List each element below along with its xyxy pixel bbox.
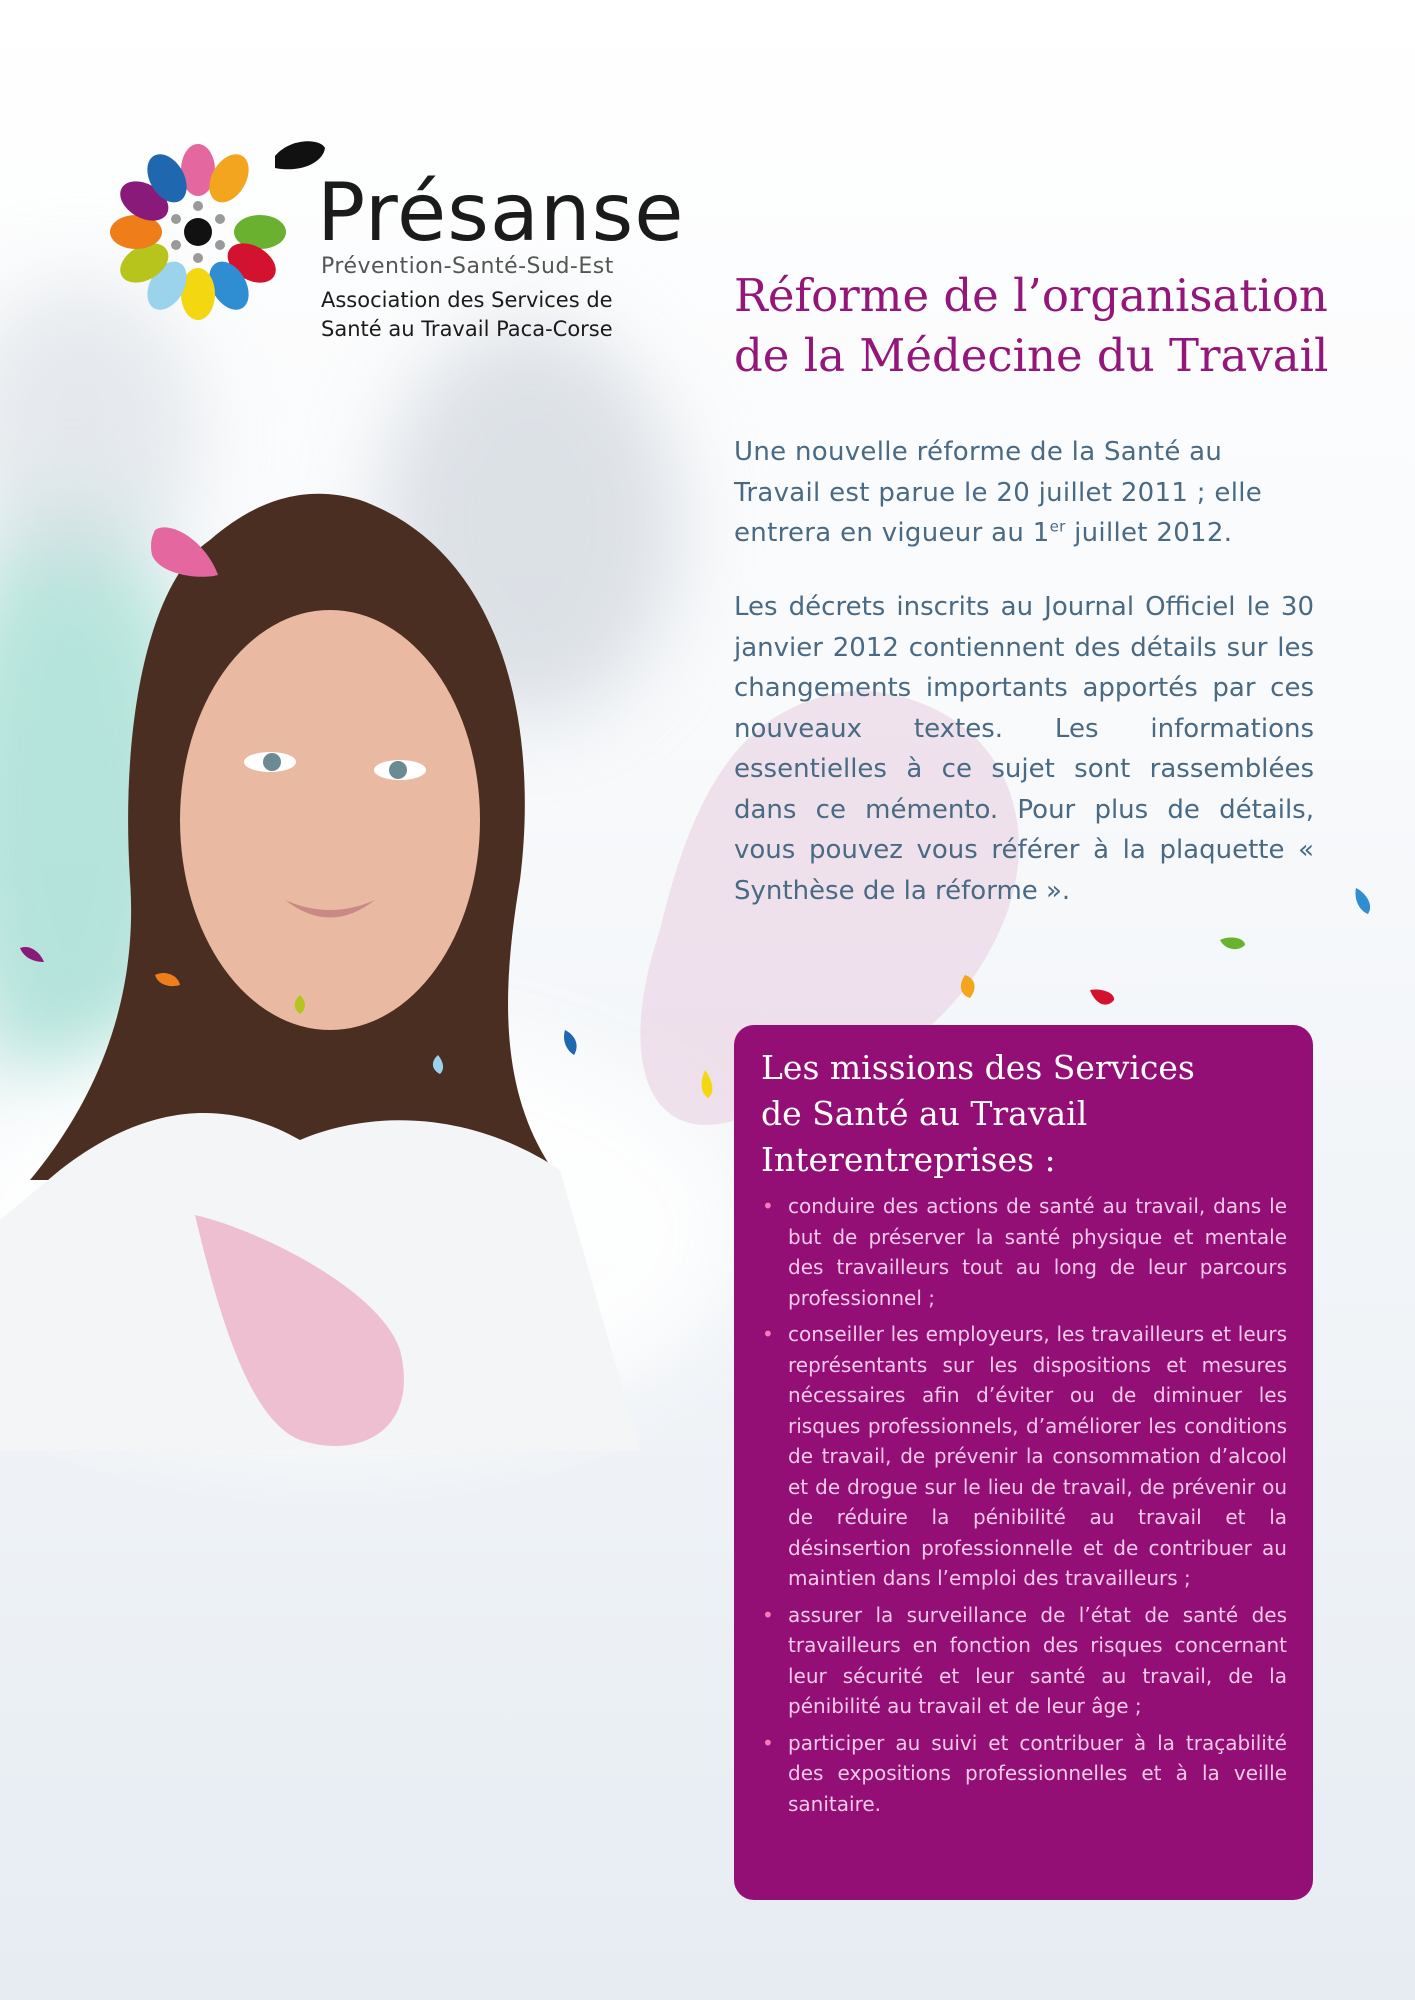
bullet-icon: • bbox=[762, 1194, 774, 1218]
intro-text-end: juillet 2012. bbox=[1065, 518, 1233, 548]
presanse-logo bbox=[95, 128, 685, 348]
missions-heading bbox=[761, 1045, 1287, 1183]
mission-text: assurer la surveillance de l’état de santé des travailleurs en fonction des risques concernant leur sécurité et leur santé au travail, de la pénibilité au travail et de leur âge ; bbox=[788, 1602, 1287, 1718]
brand-description-line2: Santé au Travail Paca-Corse bbox=[321, 317, 613, 342]
list-item bbox=[761, 1319, 1287, 1594]
list-item bbox=[761, 1728, 1287, 1820]
missions-box bbox=[734, 1025, 1313, 1900]
list-item bbox=[761, 1600, 1287, 1722]
page-title bbox=[734, 266, 1374, 386]
brand-description-line1: Association des Services de bbox=[321, 288, 613, 312]
mission-text: participer au suivi et contribuer à la traçabilité des expositions professionnelles et à la veille sanitaire. bbox=[788, 1730, 1287, 1816]
bullet-icon: • bbox=[762, 1730, 774, 1755]
intro-text: Une nouvelle réforme de la Santé au Travail est parue le 20 juillet 2011 ; elle entrera en vigueur au 1 bbox=[734, 437, 1263, 548]
bullet-icon: • bbox=[762, 1602, 774, 1627]
brand-name: Présanse bbox=[317, 166, 685, 259]
intro-superscript: er bbox=[1049, 517, 1066, 536]
missions-heading-line2: de Santé au Travail bbox=[761, 1094, 1088, 1133]
missions-heading-line3: Interentreprises : bbox=[761, 1140, 1056, 1179]
brand-tagline: Prévention-Santé-Sud-Est bbox=[321, 254, 614, 279]
list-item bbox=[761, 1191, 1287, 1313]
title-line2: de la Médecine du Travail bbox=[734, 329, 1329, 382]
bullet-icon: • bbox=[762, 1322, 774, 1346]
brand-description bbox=[321, 286, 613, 345]
flower-logo-icon bbox=[95, 128, 325, 348]
intro-paragraph bbox=[734, 432, 1314, 554]
mission-text: conduire des actions de santé au travail, dans le but de préserver la santé physique et mentale des travailleurs tout au long de leur parcours professionnel ; bbox=[788, 1194, 1287, 1310]
body-paragraph: Les décrets inscrits au Journal Officiel le 30 janvier 2012 contiennent des détails sur les changements importants apportés par ces nouveaux textes. Les informations essentielles à ce sujet sont rassemblées dans ce mémento. Pour plus de détails, vous pouvez vous référer à la plaquette « Synthèse de la réforme ». bbox=[734, 592, 1314, 906]
mission-text: conseiller les employeurs, les travailleurs et leurs représentants sur les dispositions et mesures nécessaires afin d’éviter ou de diminuer les risques professionnels, d’améliorer les conditions de travail, de prévenir la consommation d’alcool et de drogue sur le lieu de travail, de prévenir ou de réduire la pénibilité au travail et la désinsertion professionnelle et de contribuer au maintien dans l’emploi des travailleurs ; bbox=[788, 1322, 1287, 1590]
missions-heading-line1: Les missions des Services bbox=[761, 1048, 1195, 1087]
missions-list bbox=[761, 1191, 1287, 1819]
title-line1: Réforme de l’organisation bbox=[734, 269, 1328, 322]
